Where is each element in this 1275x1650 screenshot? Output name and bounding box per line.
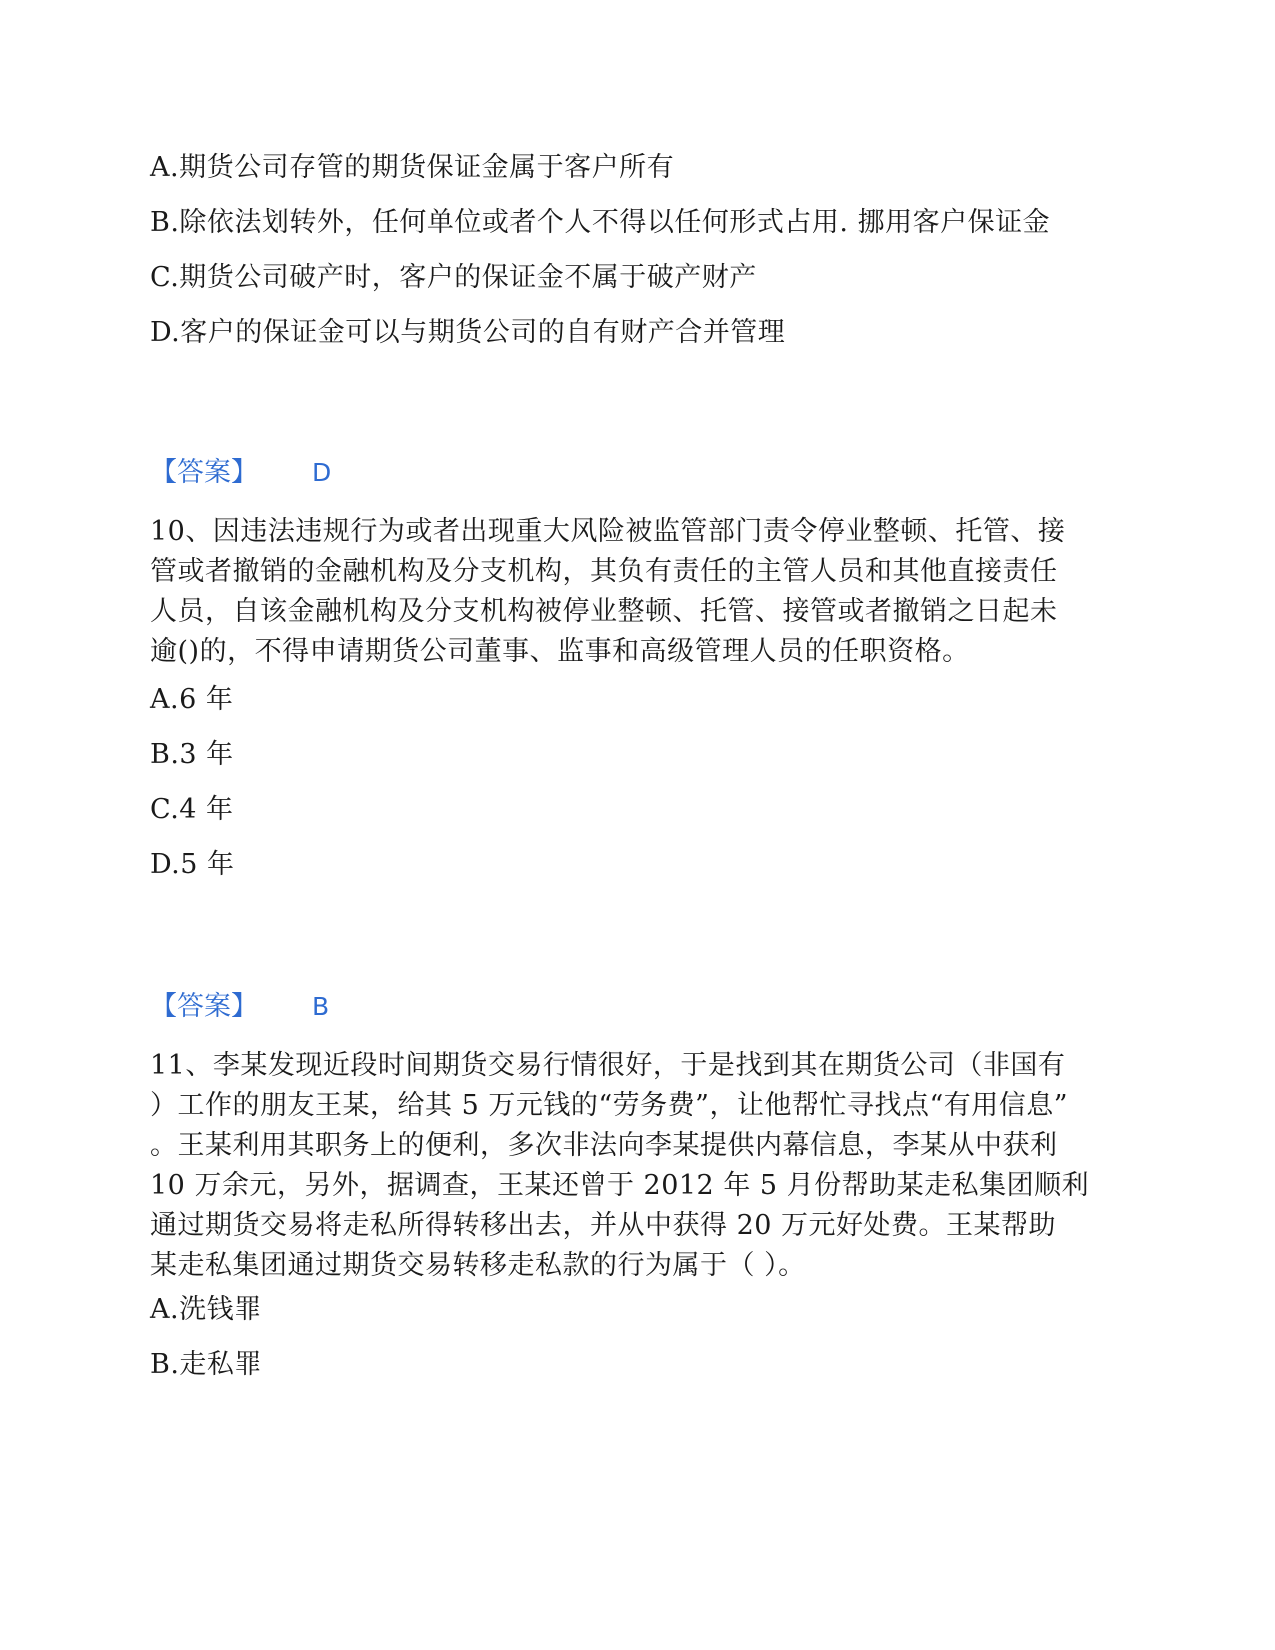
q10-text (150, 512, 1110, 672)
q9-option-d: D.客户的保证金可以与期货公司的自有财产合并管理 (150, 317, 786, 348)
q11-line: 。王某利用其职务上的便利，多次非法向李某提供内幕信息，李某从中获利 (150, 1130, 1058, 1161)
answer-label: 【答案】 (150, 991, 258, 1022)
q9-option-c: C.期货公司破产时，客户的保证金不属于破产财产 (150, 262, 757, 293)
q11-line: 10 万余元，另外，据调查，王某还曾于 2012 年 5 月份帮助某走私集团顺利 (150, 1170, 1090, 1201)
q10-line: 10、因违法违规行为或者出现重大风险被监管部门责令停业整顿、托管、接 (150, 516, 1066, 547)
q9-option-a: A.期货公司存管的期货保证金属于客户所有 (150, 152, 675, 183)
q10-option-d: D.5 年 (150, 849, 235, 880)
q10-option-c: C.4 年 (150, 794, 234, 825)
answer-value: B (312, 992, 330, 1021)
q11-option-b: B.走私罪 (150, 1349, 262, 1380)
q10-option-a: A.6 年 (150, 684, 234, 715)
q10-line: 管或者撤销的金融机构及分支机构，其负有责任的主管人员和其他直接责任 (150, 556, 1058, 587)
answer-value: D (312, 458, 332, 487)
q9-option-b: B.除依法划转外，任何单位或者个人不得以任何形式占用. 挪用客户保证金 (150, 207, 1051, 238)
q10-answer (150, 987, 329, 1027)
q11-option-a: A.洗钱罪 (150, 1294, 262, 1325)
q11-line: ）工作的朋友王某，给其 5 万元钱的“劳务费”，让他帮忙寻找点“有用信息” (150, 1090, 1069, 1121)
q10-line: 人员，自该金融机构及分支机构被停业整顿、托管、接管或者撤销之日起未 (150, 596, 1058, 627)
q9-answer (150, 453, 331, 493)
q10-option-b: B.3 年 (150, 739, 234, 770)
q11-text (150, 1046, 1110, 1286)
q11-line: 通过期货交易将走私所得转移出去，并从中获得 20 万元好处费。王某帮助 (150, 1210, 1057, 1241)
q11-line: 某走私集团通过期货交易转移走私款的行为属于（ ）。 (150, 1250, 806, 1281)
q11-line: 11、李某发现近段时间期货交易行情很好，于是找到其在期货公司（非国有 (150, 1050, 1066, 1081)
answer-label: 【答案】 (150, 457, 258, 488)
q10-line: 逾()的，不得申请期货公司董事、监事和高级管理人员的任职资格。 (150, 636, 970, 667)
